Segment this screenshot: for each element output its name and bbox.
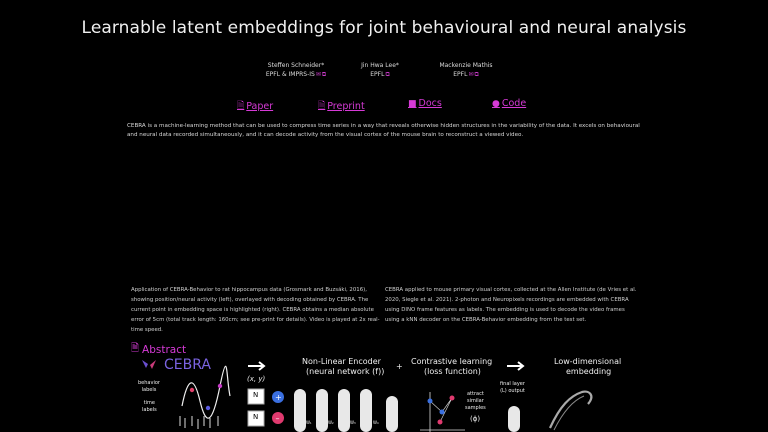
preprint-link[interactable] <box>318 98 365 114</box>
encoder-subtitle: (neural network (f)) <box>306 367 385 376</box>
video-caption-right: CEBRA applied to mouse primary visual cortex, collected at the Allen Institute (de Vries et al. 2020, Siegle et al. 2021). 2-photon and Neuropixels recordings are embedded with CEBRA using DINO frame features as labels. The embedding is used to decode the video frames using a kNN decoder on the CEBRA-Behavior embedding from the test set. <box>385 287 637 323</box>
time-labels-text: time labels <box>142 400 157 413</box>
behavior-wave <box>182 366 230 418</box>
docs-link[interactable] <box>408 98 442 109</box>
docs-link-label: Docs <box>418 98 442 109</box>
plus-sign: + <box>396 362 403 371</box>
author-name: Steffen Schneider* <box>267 62 325 69</box>
author-2 <box>350 61 410 79</box>
author-3 <box>430 61 502 79</box>
github-icon: ● <box>492 98 500 109</box>
external-link-icon[interactable]: ⧉ <box>474 71 479 78</box>
node-n-label-2: N <box>253 413 259 421</box>
page-title: Learnable latent embeddings for joint behavioural and neural analysis <box>81 18 687 38</box>
svg-text:–: – <box>275 414 280 423</box>
paper-link-label: Paper <box>246 100 274 112</box>
weight-label-2: W₂ <box>328 420 334 425</box>
book-icon: ■ <box>408 98 417 109</box>
lowdim-title: Low-dimensional <box>554 357 622 366</box>
email-icon[interactable]: ✉ <box>468 71 474 78</box>
weight-label-4: W₄ <box>373 420 379 425</box>
code-link[interactable] <box>492 98 526 109</box>
author-affiliation: EPFL <box>370 71 385 78</box>
svg-text:+: + <box>275 393 282 402</box>
attract-label: attract similar samples <box>465 391 486 411</box>
file-icon: 🗎 <box>318 101 326 111</box>
arrow-1 <box>248 362 264 370</box>
xy-label: (x, y) <box>247 375 266 383</box>
embedding-curve <box>550 392 591 428</box>
external-link-icon[interactable]: ⧉ <box>385 71 390 78</box>
author-name: Mackenzie Mathis <box>439 62 493 69</box>
author-affiliation: EPFL & IMPRS-IS <box>265 71 315 78</box>
arrow-2 <box>507 362 523 370</box>
email-icon[interactable]: ✉ <box>315 71 321 78</box>
abstract-heading-label: Abstract <box>142 343 187 356</box>
contrastive-plot <box>420 392 465 432</box>
encoder-title: Non-Linear Encoder <box>302 357 381 366</box>
code-link-label: Code <box>501 98 527 109</box>
phi-label: (ϕ) <box>470 415 481 423</box>
intro-paragraph: CEBRA is a machine-learning method that can be used to compress time series in a way that reveals otherwise hidden structures in the variability of the data. It excels on behavioural and neural data recorded simultaneously, and it can decode activity from the visual cortex of the mouse brain to reconstruct a viewed video. <box>127 123 640 138</box>
node-n-label-1: N <box>253 391 259 399</box>
contrastive-subtitle: (loss function) <box>424 367 481 376</box>
author-1 <box>256 61 336 79</box>
author-name: Jin Hwa Lee* <box>361 62 399 69</box>
external-link-icon[interactable]: ⧉ <box>321 71 327 78</box>
spike-raster <box>180 416 218 429</box>
cebra-overview-figure <box>130 356 638 432</box>
logo-mark <box>142 360 156 369</box>
author-list <box>0 61 768 85</box>
lowdim-subtitle: embedding <box>566 367 612 376</box>
video-caption-left: Application of CEBRA-Behavior to rat hippocampus data (Grosmark and Buzsáki, 2016), showing position/neural activity (left), overlayed with decoding obtained by CEBRA. The current point in embedding space is highlighted (right). CEBRA obtains a median absolute error of 5cm (total track length: 160cm; see pre-print for details). Video is played at 2x real-time speed. <box>131 287 380 333</box>
final-layer-label: final layer (L) output <box>500 381 525 394</box>
file-pdf-icon: 🗎 <box>237 101 245 111</box>
preprint-link-label: Preprint <box>327 100 365 112</box>
file-icon: 🗎 <box>131 343 140 354</box>
behavior-labels-text: behavior labels <box>138 380 160 393</box>
author-affiliation: EPFL <box>453 71 468 78</box>
paper-link[interactable] <box>237 98 273 114</box>
weight-label-1: W₁ <box>306 420 312 425</box>
contrastive-title: Contrastive learning <box>411 357 493 366</box>
cebra-logo-text: CEBRA <box>164 357 211 373</box>
link-bar <box>0 98 768 112</box>
weight-label-3: W₃ <box>350 420 356 425</box>
